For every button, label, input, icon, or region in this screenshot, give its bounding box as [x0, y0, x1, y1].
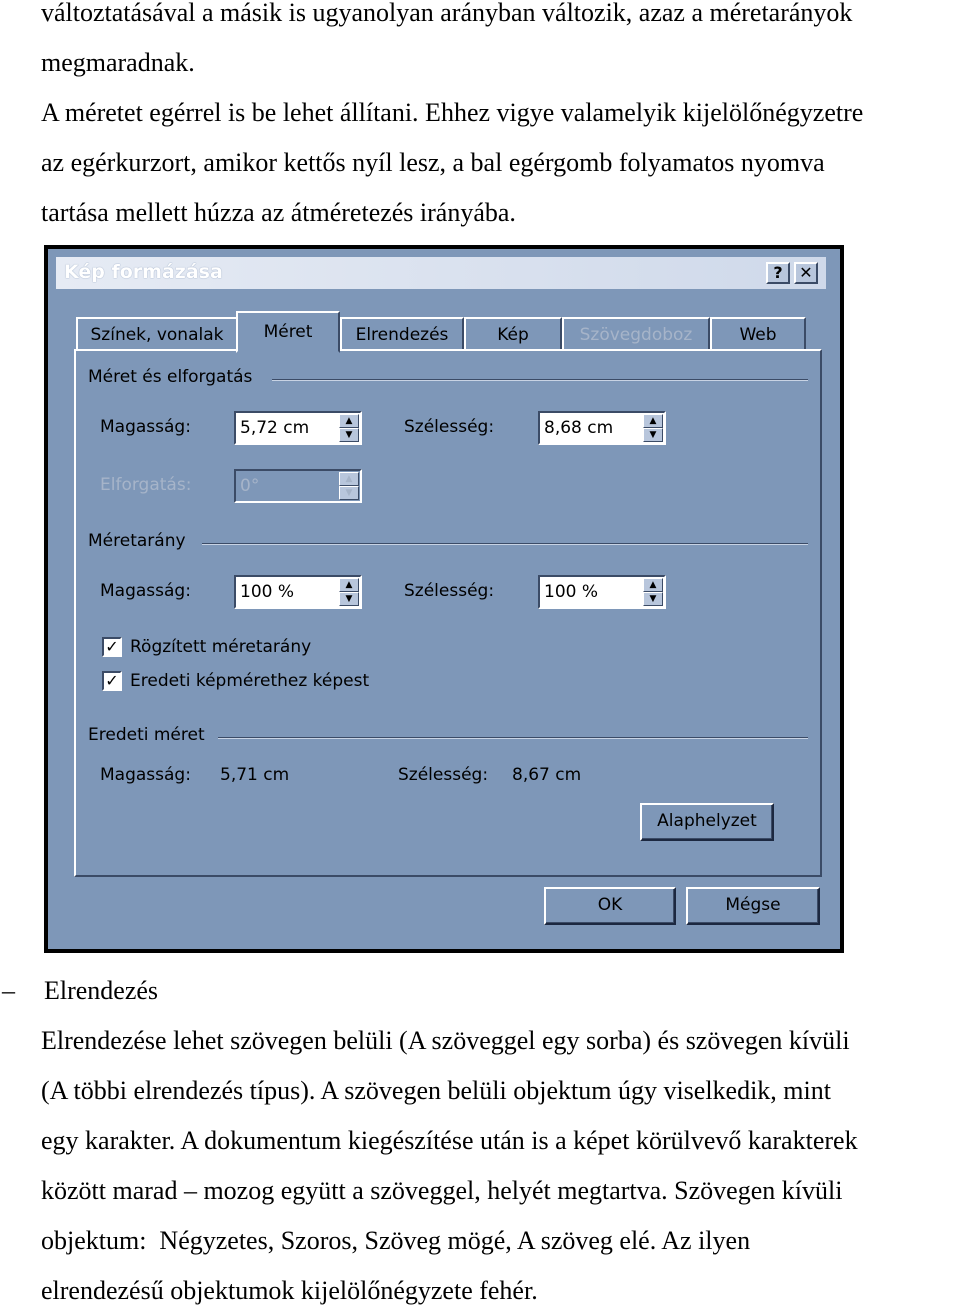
dialog-titlebar [56, 257, 826, 289]
group-divider [272, 379, 808, 381]
original-width-label: Szélesség: [398, 765, 489, 785]
reset-button[interactable]: Alaphelyzet [640, 803, 774, 841]
tab-layout[interactable] [340, 317, 464, 351]
tab-web[interactable] [710, 317, 806, 351]
tab-colors-lines[interactable] [76, 317, 238, 351]
dialog-screenshot-frame [44, 245, 844, 953]
spin-down-icon: ▼ [339, 486, 359, 500]
format-picture-dialog [48, 249, 840, 949]
tab-label: Szövegdoboz [579, 325, 693, 345]
text-line: elrendezésű objektumok kijelölőnégyzete fehér. [41, 1276, 538, 1305]
ok-button[interactable]: OK [544, 887, 676, 925]
spin-up-icon[interactable]: ▲ [339, 414, 359, 428]
tab-label: Web [739, 325, 777, 345]
scale-height-spinner[interactable] [234, 575, 362, 609]
close-button[interactable]: ✕ [794, 262, 818, 284]
scale-width-value[interactable]: 100 % [544, 582, 599, 602]
scale-width-label: Szélesség: [404, 581, 495, 601]
text-line: (A többi elrendezés típus). A szövegen belüli objektum úgy viselkedik, mint [41, 1076, 831, 1105]
spin-up-icon: ▲ [339, 472, 359, 486]
height-value[interactable]: 5,72 cm [240, 418, 310, 438]
text-line: Elrendezése lehet szövegen belüli (A szöveggel egy sorba) és szövegen kívüli [41, 1026, 850, 1055]
spin-down-icon[interactable]: ▼ [643, 428, 663, 442]
tab-label: Méret [263, 322, 313, 342]
text-line: az egérkurzort, amikor kettős nyíl lesz, a bal egérgomb folyamatos nyomva [41, 148, 825, 177]
spin-up-icon[interactable]: ▲ [339, 578, 359, 592]
spin-up-icon[interactable]: ▲ [643, 578, 663, 592]
width-value[interactable]: 8,68 cm [544, 418, 614, 438]
dialog-title: Kép formázása [64, 261, 223, 283]
text-line: között marad – mozog együtt a szöveggel, helyét megtartva. Szövegen kívüli [41, 1176, 843, 1205]
original-width-value: 8,67 cm [512, 765, 582, 785]
group-divider [202, 543, 808, 545]
scale-group-title: Méretarány [88, 531, 186, 551]
height-spinner[interactable] [234, 411, 362, 445]
text-line: A méretet egérrel is be lehet állítani. Ehhez vigye valamelyik kijelölőnégyzetre [41, 98, 864, 127]
relative-original-label[interactable]: Eredeti képmérethez képest [130, 671, 370, 691]
tab-size[interactable] [236, 311, 340, 353]
original-height-value: 5,71 cm [220, 765, 290, 785]
tab-picture[interactable] [464, 317, 562, 351]
tab-label: Színek, vonalak [90, 325, 224, 345]
scale-width-spinner[interactable] [538, 575, 666, 609]
text-line: egy karakter. A dokumentum kiegészítése után is a képet körülvevő karakterek [41, 1126, 858, 1155]
original-height-label: Magasság: [100, 765, 191, 785]
tab-label: Elrendezés [355, 325, 449, 345]
group-divider [218, 737, 808, 739]
lock-aspect-label[interactable]: Rögzített méretarány [130, 637, 312, 657]
tab-label: Kép [497, 325, 529, 345]
scale-height-label: Magasság: [100, 581, 191, 601]
intro-paragraph [41, 0, 863, 238]
text-line: megmaradnak. [41, 48, 195, 77]
height-label: Magasság: [100, 417, 191, 437]
spin-down-icon[interactable]: ▼ [339, 592, 359, 606]
bullet-heading: Elrendezés [44, 976, 159, 1005]
rotation-label: Elforgatás: [100, 475, 192, 495]
width-label: Szélesség: [404, 417, 495, 437]
cancel-button[interactable]: Mégse [686, 887, 820, 925]
tab-textbox[interactable] [562, 317, 710, 351]
width-spinner[interactable] [538, 411, 666, 445]
spin-down-icon[interactable]: ▼ [339, 428, 359, 442]
size-tab-panel [74, 349, 822, 877]
tab-strip [76, 315, 822, 351]
lock-aspect-checkbox[interactable]: ✓ [102, 637, 122, 657]
text-line: tartása mellett húzza az átméretezés irányába. [41, 198, 516, 227]
rotation-spinner [234, 469, 362, 503]
layout-paragraph [41, 1016, 858, 1316]
relative-original-checkbox[interactable]: ✓ [102, 671, 122, 691]
size-rotation-group-title: Méret és elforgatás [88, 367, 253, 387]
rotation-value: 0° [240, 476, 260, 496]
original-size-group-title: Eredeti méret [88, 725, 205, 745]
bullet-dash: – [2, 976, 15, 1005]
spin-up-icon[interactable]: ▲ [643, 414, 663, 428]
scale-height-value[interactable]: 100 % [240, 582, 295, 602]
text-line: változtatásával a másik is ugyanolyan arányban változik, azaz a méretarányok [41, 0, 853, 27]
spin-down-icon[interactable]: ▼ [643, 592, 663, 606]
text-line: objektum: Négyzetes, Szoros, Szöveg mögé, A szöveg elé. Az ilyen [41, 1226, 751, 1255]
help-button[interactable]: ? [766, 262, 790, 284]
